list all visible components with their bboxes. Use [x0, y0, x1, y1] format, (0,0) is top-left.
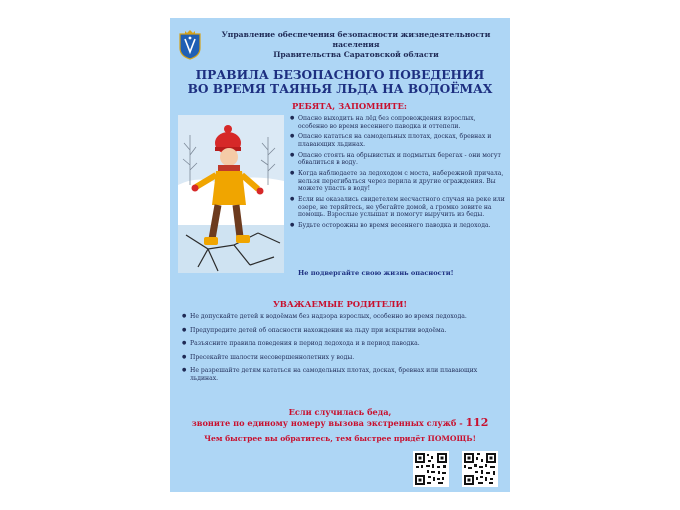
kids-rule: ● Опасно стоять на обрывистых и подмытых берегах - они могут обвалиться в воду.: [290, 152, 506, 167]
kids-rule: ● Если вы оказались свидетелем несчастного случая на реке или озере, не теряйтесь, не убегайте домой, а громко зовите на помощь. Взрослые услышат и помогут выручить из беды.: [290, 196, 506, 219]
org-line-1: Управление обеспечения безопасности жизнедеятельности населения: [221, 30, 491, 49]
kids-rule: ● Опасно кататься на самодельных плотах, досках, бревнах и плавающих льдинах.: [290, 133, 506, 148]
kids-rule: ● Будьте осторожны во время весеннего паводка и ледохода.: [290, 222, 506, 230]
emergency-text: звоните по единому номеру вызова экстренных служб -: [191, 418, 466, 428]
qr-code-icon: [462, 451, 498, 487]
parents-rule: ● Пресекайте шалости несовершеннолетних у воды.: [182, 354, 504, 362]
parents-rule: ● Не допускайте детей к водоёмам без надзора взрослых, особенно во время ледохода.: [182, 313, 504, 321]
emergency-line-2: [170, 418, 510, 429]
title-line-1: ПРАВИЛА БЕЗОПАСНОГО ПОВЕДЕНИЯ: [195, 68, 485, 82]
safety-poster: [170, 18, 510, 492]
parents-rule: ● Разъясните правила поведения в период ледохода и в период паводка.: [182, 340, 504, 348]
org-line-2: Правительства Саратовской области: [273, 50, 439, 59]
child-on-ice-illustration: [178, 115, 284, 273]
poster-title: [170, 68, 510, 96]
parents-rule: ● Предупредите детей об опасности нахождения на льду при вскрытии водоёма.: [182, 327, 504, 335]
emergency-number: 112: [465, 416, 489, 429]
parents-rule: ● Не разрешайте детям кататься на самодельных плотах, досках, бревнах или плавающих льдинах.: [182, 367, 504, 382]
kids-rule: ● Когда наблюдаете за ледоходом с моста, набережной причала, нельзя перегибаться через перила и другие ограждения. Вы можете упасть в воду!: [290, 170, 506, 193]
kids-rules-list: [290, 115, 506, 233]
kids-heading: РЕБЯТА, ЗАПОМНИТЕ:: [292, 101, 407, 111]
organization-name: [208, 30, 504, 60]
kids-rule: ● Опасно выходить на лёд без сопровождения взрослых, особенно во время весеннего паводка и оттепели.: [290, 115, 506, 130]
parents-rules-list: [182, 313, 504, 389]
parents-heading: УВАЖАЕМЫЕ РОДИТЕЛИ!: [272, 299, 408, 309]
title-line-2: ВО ВРЕМЯ ТАЯНЬЯ ЛЬДА НА ВОДОЁМАХ: [187, 82, 493, 96]
saratov-coat-of-arms-icon: [178, 28, 202, 60]
emergency-line-3: Чем быстрее вы обратитесь, тем быстрее придёт ПОМОЩЬ!: [204, 434, 476, 443]
emergency-line-1: Если случилась беда,: [288, 407, 392, 417]
kids-warning: Не подвергайте свою жизнь опасности!: [298, 269, 454, 277]
qr-code-icon: [413, 451, 449, 487]
